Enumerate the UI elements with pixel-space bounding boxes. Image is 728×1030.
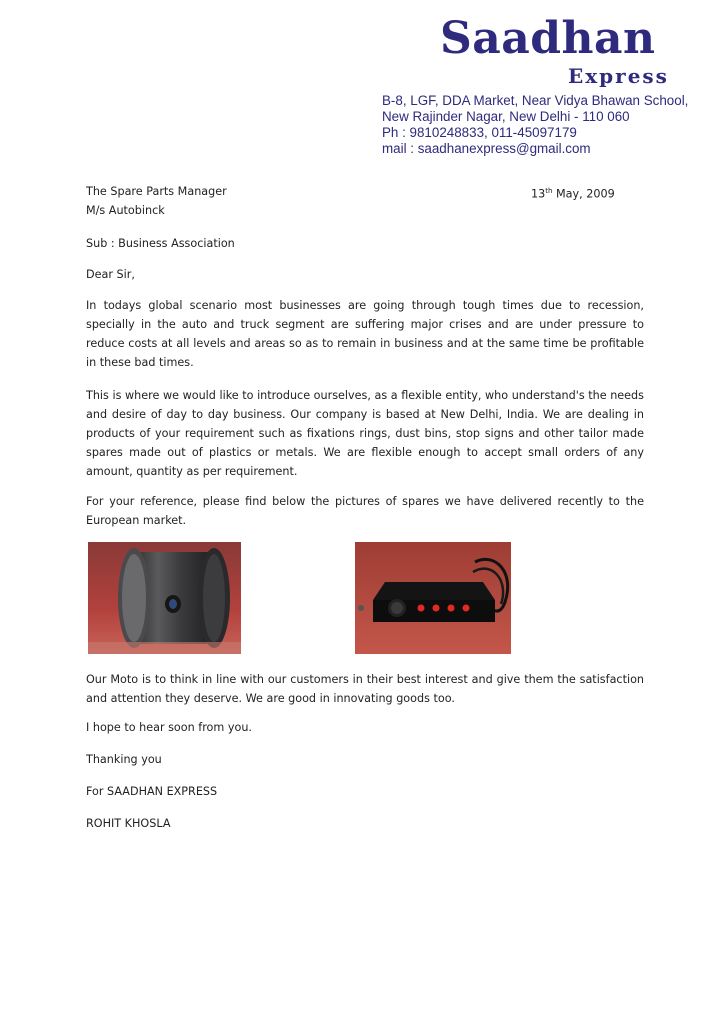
logo-brand-sub: Express bbox=[568, 64, 669, 88]
paragraph-recession: In todays global scenario most businesses are going through tough times due to recession, specially in the auto and truck segment are suffering major crises and are under pressure to reduce costs at all levels and areas so as to remain in business and at the same time be profitable in these bad times. bbox=[86, 299, 644, 369]
letter-date bbox=[531, 182, 615, 204]
date-day: 13 bbox=[531, 187, 546, 201]
recipient-company: M/s Autobinck bbox=[86, 204, 165, 217]
salutation: Dear Sir, bbox=[86, 268, 135, 281]
closing-thanks: Thanking you bbox=[86, 753, 162, 766]
paragraph-reference: For your reference, please find below the pictures of spares we have delivered recently to the European market. bbox=[86, 495, 644, 527]
spool-part-photo bbox=[88, 542, 241, 654]
date-suffix: th bbox=[545, 187, 553, 195]
subject-line: Sub : Business Association bbox=[86, 237, 235, 250]
signoff-name: ROHIT KHOSLA bbox=[86, 817, 171, 830]
email-line: mail : saadhanexpress@gmail.com bbox=[382, 141, 591, 156]
phone-line: Ph : 9810248833, 011-45097179 bbox=[382, 125, 577, 140]
control-box-photo bbox=[355, 542, 511, 654]
closing-hope: I hope to hear soon from you. bbox=[86, 721, 252, 734]
letterhead-address bbox=[382, 93, 688, 157]
spool-part-icon bbox=[88, 542, 241, 654]
control-box-icon bbox=[355, 542, 511, 654]
logo-brand-name: Saadhan bbox=[440, 13, 656, 64]
paragraph-motto: Our Moto is to think in line with our customers in their best interest and give them the satisfaction and attention they deserve. We are good in innovating goods too. bbox=[86, 673, 644, 705]
date-rest: May, 2009 bbox=[552, 187, 615, 201]
signoff-company: For SAADHAN EXPRESS bbox=[86, 785, 218, 798]
paragraph-introduction: This is where we would like to introduce ourselves, as a flexible entity, who understand's the needs and desire of day to day business. Our company is based at New Delhi, India. We are dealing in products of your requirement such as fixations rings, dust bins, stop signs and other tailor made spares made out of plastics or metals. We are flexible enough to accept small orders of any amount, quantity as per requirement. bbox=[86, 389, 644, 478]
address-line: B-8, LGF, DDA Market, Near Vidya Bhawan School, bbox=[382, 93, 689, 108]
recipient-title: The Spare Parts Manager bbox=[86, 185, 227, 198]
address-line: New Rajinder Nagar, New Delhi - 110 060 bbox=[382, 109, 630, 124]
company-logo bbox=[440, 14, 710, 94]
